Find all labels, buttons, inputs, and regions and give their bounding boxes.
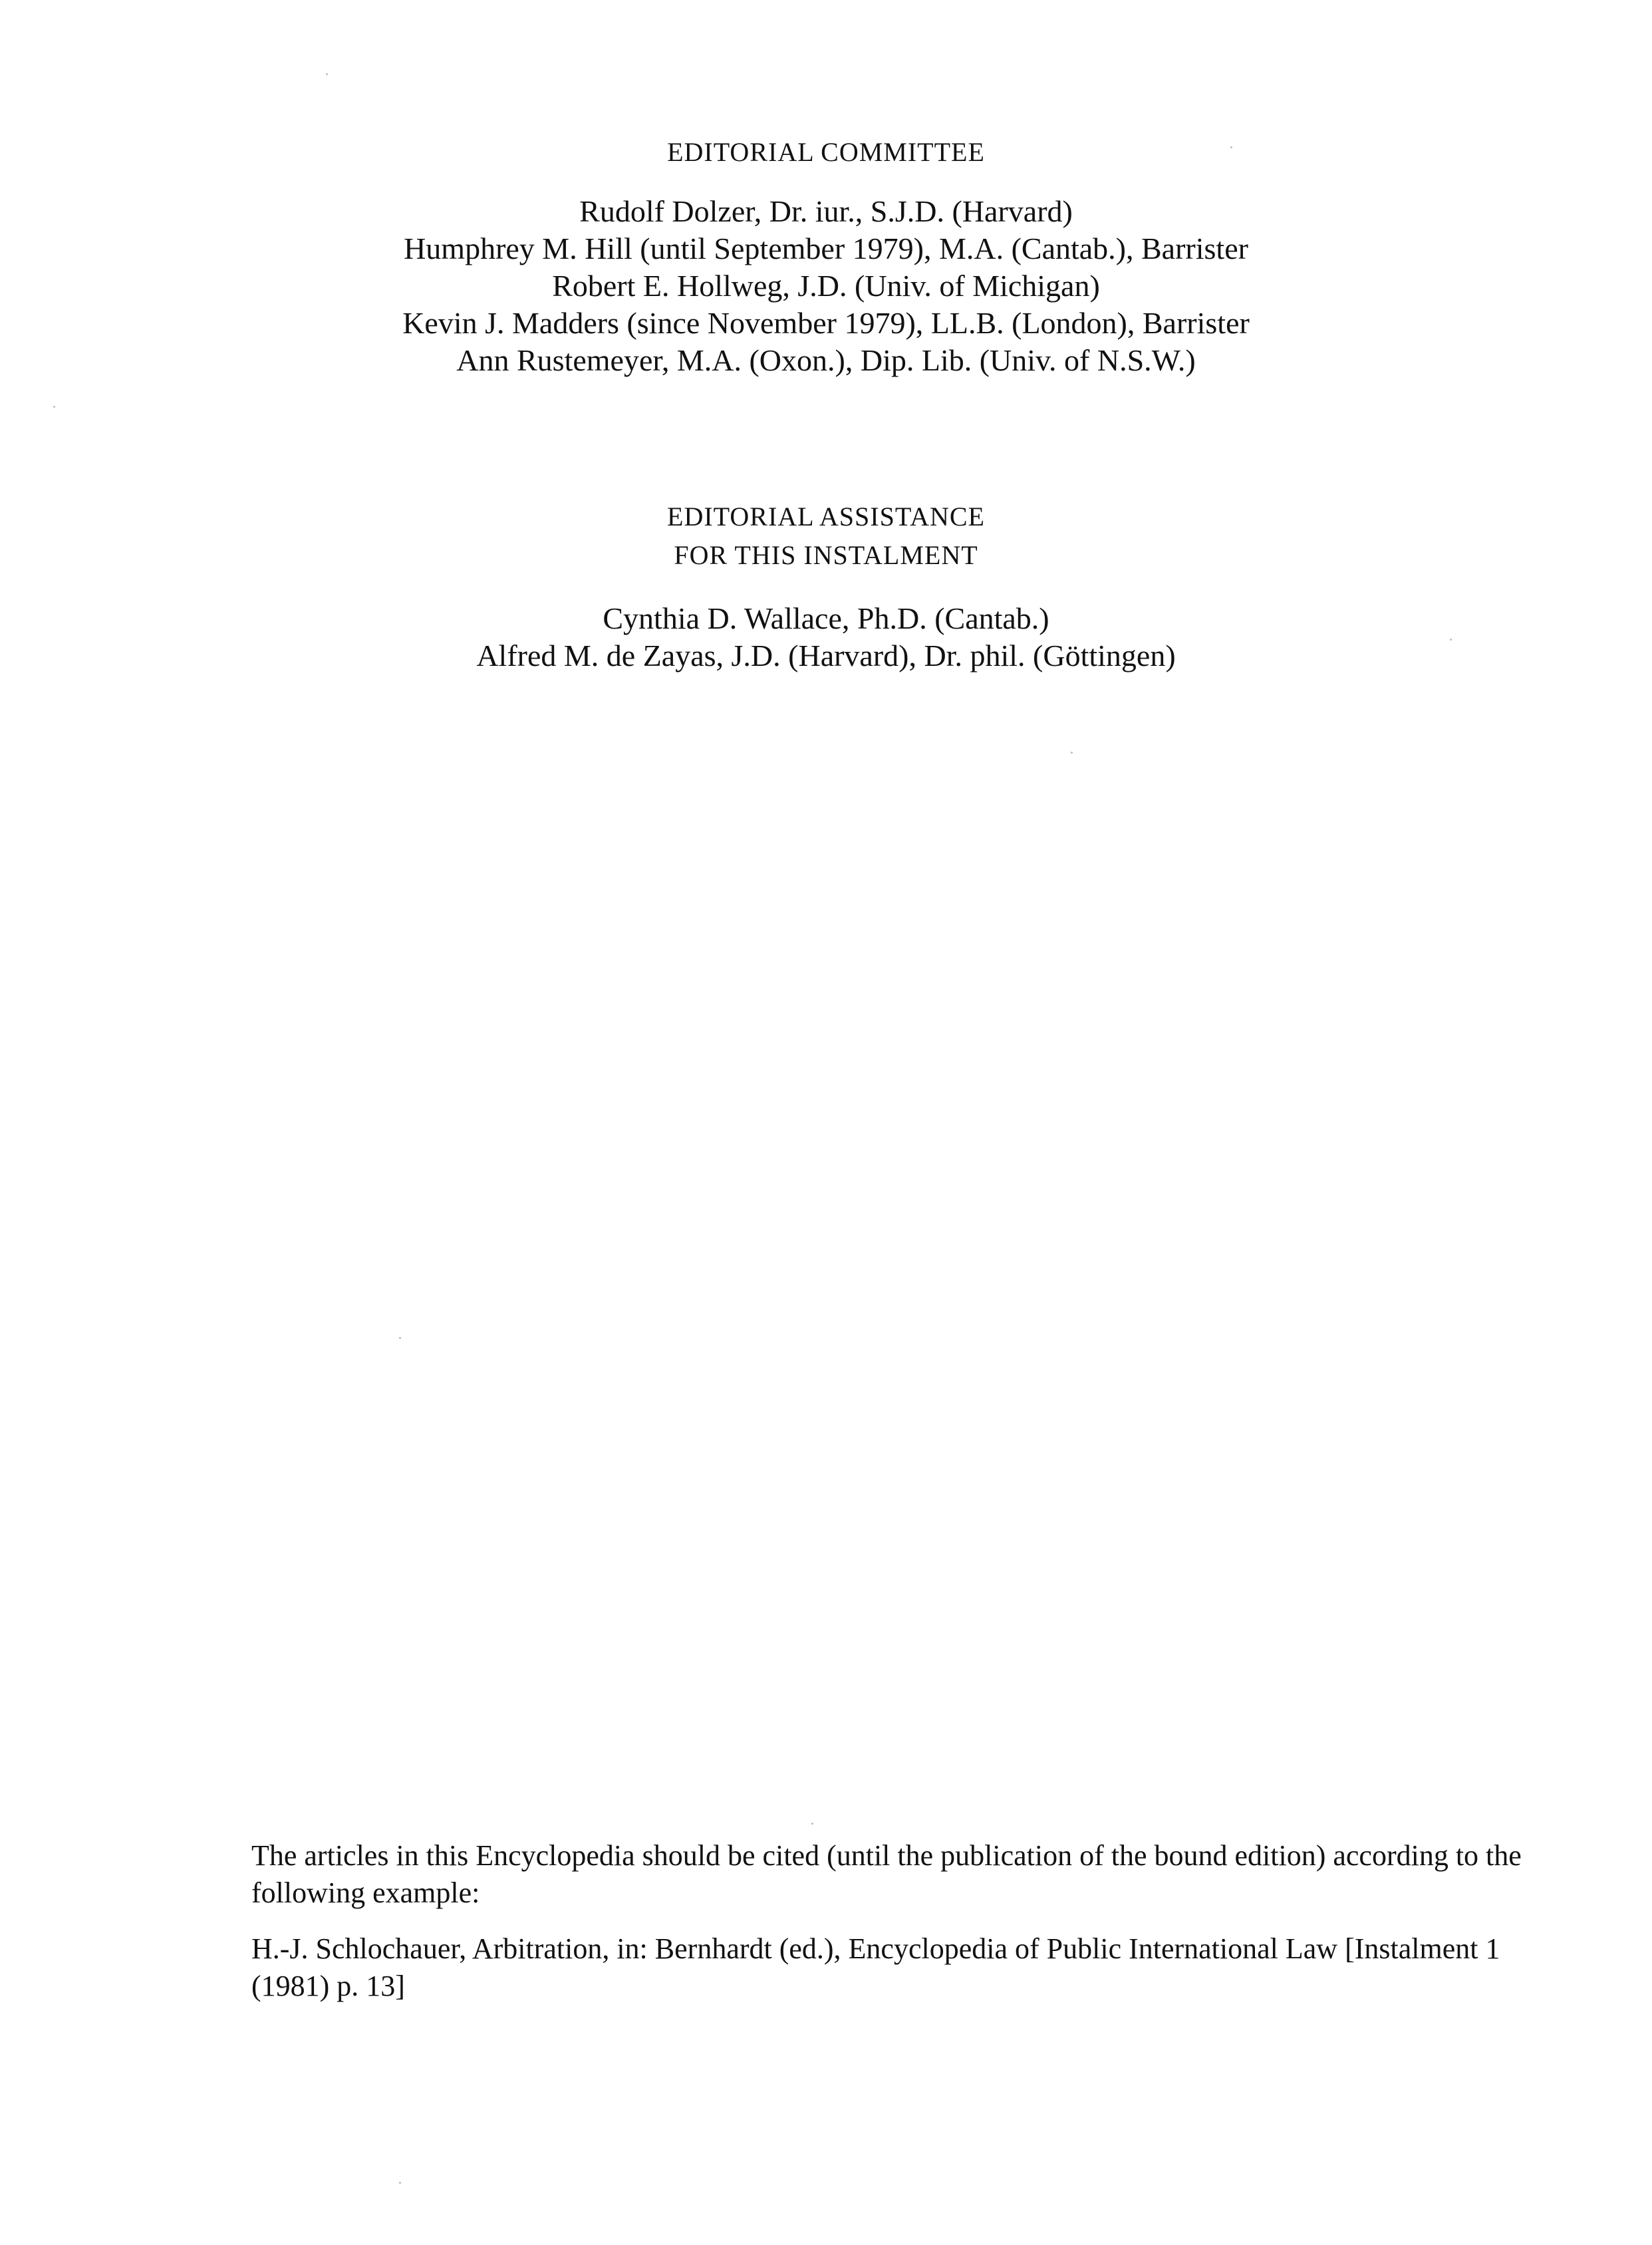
citation-example-text: H.-J. Schlochauer, Arbitration, in: Bernhardt (ed.), Encyclopedia of Public International Law [Instalment 1 (1981) p. 13] — [251, 1932, 1500, 2002]
committee-member: Rudolf Dolzer, Dr. iur., S.J.D. (Harvard) — [579, 194, 1073, 228]
scan-speck — [53, 406, 55, 408]
citation-example — [251, 1930, 1542, 2005]
scan-speck — [1230, 146, 1232, 148]
scan-speck — [1450, 639, 1452, 641]
scan-speck — [399, 2182, 401, 2184]
editorial-committee-heading: EDITORIAL COMMITTEE — [667, 137, 985, 167]
citation-note-text: The articles in this Encyclopedia should be cited (until the publication of the bound edition) according to the following example: — [251, 1839, 1522, 1909]
committee-member: Robert E. Hollweg, J.D. (Univ. of Michigan) — [552, 269, 1100, 303]
committee-member: Kevin J. Madders (since November 1979), LL.B. (London), Barrister — [402, 306, 1250, 340]
committee-member: Ann Rustemeyer, M.A. (Oxon.), Dip. Lib. (Univ. of N.S.W.) — [456, 343, 1196, 377]
editorial-committee-members — [0, 193, 1652, 379]
scan-speck — [811, 1823, 813, 1825]
citation-note — [251, 1837, 1542, 1912]
scan-speck — [399, 1337, 401, 1339]
assistance-member: Cynthia D. Wallace, Ph.D. (Cantab.) — [603, 601, 1049, 635]
editorial-committee-section — [0, 133, 1652, 172]
committee-member: Humphrey M. Hill (until September 1979), M.A. (Cantab.), Barrister — [404, 231, 1248, 265]
editorial-assistance-heading-line2: FOR THIS INSTALMENT — [674, 540, 978, 570]
scan-speck — [1071, 752, 1073, 754]
editorial-assistance-members — [0, 600, 1652, 674]
scan-speck — [326, 73, 328, 75]
editorial-assistance-section — [0, 498, 1652, 575]
assistance-member: Alfred M. de Zayas, J.D. (Harvard), Dr. phil. (Göttingen) — [476, 639, 1176, 673]
editorial-assistance-heading-line1: EDITORIAL ASSISTANCE — [667, 502, 985, 531]
